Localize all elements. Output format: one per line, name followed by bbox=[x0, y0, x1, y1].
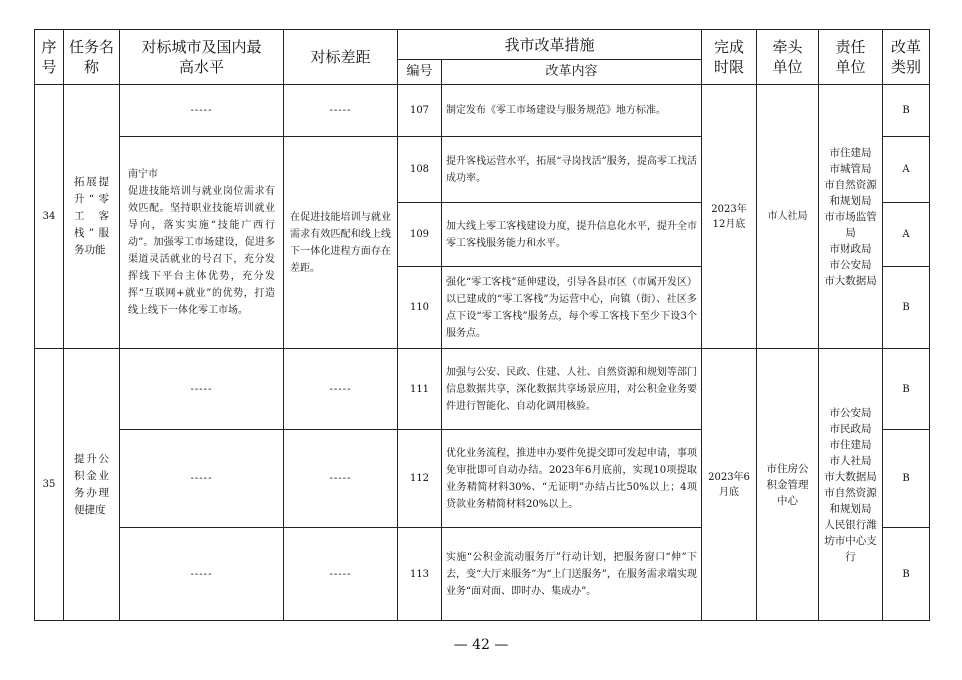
benchmark-dash: ----- bbox=[120, 85, 284, 137]
type-cell: A bbox=[883, 137, 930, 203]
gap-dash: ----- bbox=[284, 349, 398, 430]
seq-cell: 34 bbox=[35, 85, 64, 349]
benchmark-cell: 南宁市 促进技能培训与就业岗位需求有效匹配。坚持职业技能培训就业导向，落实实施“技能广西行动”。加强零工市场建设，促进多渠道灵活就业的号召下，充分发挥线下平台主体优势，充分发挥“互联网+就业”的优势，打造线上线下一体化零工市场。 bbox=[120, 137, 284, 349]
gap-dash: ----- bbox=[284, 430, 398, 528]
content-cell: 加大线上零工客栈建设力度，提升信息化水平，提升全市零工客栈服务能力和水平。 bbox=[442, 203, 702, 267]
num-cell: 113 bbox=[398, 528, 442, 621]
lead-unit-cell: 市住房公积金管理中心 bbox=[757, 349, 819, 621]
header-content: 改革内容 bbox=[442, 60, 702, 85]
task-name-cell: 提升公积金业务办理便捷度 bbox=[64, 349, 120, 621]
deadline-cell: 2023年6月底 bbox=[702, 349, 757, 621]
header-resp: 责任单位 bbox=[819, 30, 883, 85]
header-gap: 对标差距 bbox=[284, 30, 398, 85]
gap-dash: ----- bbox=[284, 85, 398, 137]
num-cell: 107 bbox=[398, 85, 442, 137]
num-cell: 111 bbox=[398, 349, 442, 430]
type-cell: B bbox=[883, 85, 930, 137]
num-cell: 112 bbox=[398, 430, 442, 528]
benchmark-dash: ----- bbox=[120, 349, 284, 430]
gap-cell: 在促进技能培训与就业需求有效匹配和线上线下一体化进程方面存在差距。 bbox=[284, 137, 398, 349]
table-row bbox=[35, 349, 930, 430]
header-measures: 我市改革措施 bbox=[398, 30, 702, 60]
header-type: 改革类别 bbox=[883, 30, 930, 85]
benchmark-dash: ----- bbox=[120, 430, 284, 528]
content-cell: 实施“公积金流动服务厅”行动计划，把服务窗口“伸”下去，变“大厅来服务”为“上门送服务”，在服务需求端实现业务“面对面、即时办、集成办”。 bbox=[442, 528, 702, 621]
task-name-cell: 拓展提升“零工客栈”服务功能 bbox=[64, 85, 120, 349]
header-deadline: 完成时限 bbox=[702, 30, 757, 85]
type-cell: A bbox=[883, 203, 930, 267]
table-row bbox=[35, 85, 930, 137]
header-num: 编号 bbox=[398, 60, 442, 85]
resp-unit-cell: 市公安局 市民政局 市住建局 市人社局 市大数据局 市自然资源和规划局 人民银行潍坊市中心支行 bbox=[819, 349, 883, 621]
content-cell: 制定发布《零工市场建设与服务规范》地方标准。 bbox=[442, 85, 702, 137]
benchmark-dash: ----- bbox=[120, 528, 284, 621]
type-cell: B bbox=[883, 349, 930, 430]
num-cell: 110 bbox=[398, 267, 442, 349]
page-number: — 42 — bbox=[453, 637, 509, 653]
content-cell: 提升客栈运营水平，拓展“寻岗找活”服务，提高零工找活成功率。 bbox=[442, 137, 702, 203]
resp-unit-cell: 市住建局 市城管局 市自然资源和规划局 市市场监管局 市财政局 市公安局 市大数据局 bbox=[819, 85, 883, 349]
header-seq: 序号 bbox=[35, 30, 64, 85]
header-task: 任务名称 bbox=[64, 30, 120, 85]
num-cell: 108 bbox=[398, 137, 442, 203]
deadline-cell: 2023年12月底 bbox=[702, 85, 757, 349]
header-benchmark: 对标城市及国内最高水平 bbox=[120, 30, 284, 85]
seq-cell: 35 bbox=[35, 349, 64, 621]
content-cell: 优化业务流程，推进申办要件免提交即可发起申请，事项免审批即可自动办结。2023年6月底前，实现10项提取业务精简材料30%、“无证明”办结占比50%以上；4项贷款业务精简材料20%以上。 bbox=[442, 430, 702, 528]
gap-dash: ----- bbox=[284, 528, 398, 621]
num-cell: 109 bbox=[398, 203, 442, 267]
reform-measures-table bbox=[34, 29, 930, 621]
type-cell: B bbox=[883, 430, 930, 528]
content-cell: 强化“零工客栈”延伸建设，引导各县市区（市属开发区）以已建成的“零工客栈”为运营中心，向镇（街）、社区多点下设“零工客栈”服务点，每个零工客栈下至少下设3个服务点。 bbox=[442, 267, 702, 349]
lead-unit-cell: 市人社局 bbox=[757, 85, 819, 349]
type-cell: B bbox=[883, 267, 930, 349]
header-lead: 牵头单位 bbox=[757, 30, 819, 85]
content-cell: 加强与公安、民政、住建、人社、自然资源和规划等部门信息数据共享，深化数据共享场景应用，对公积金业务要件进行智能化、自动化调用核验。 bbox=[442, 349, 702, 430]
type-cell: B bbox=[883, 528, 930, 621]
